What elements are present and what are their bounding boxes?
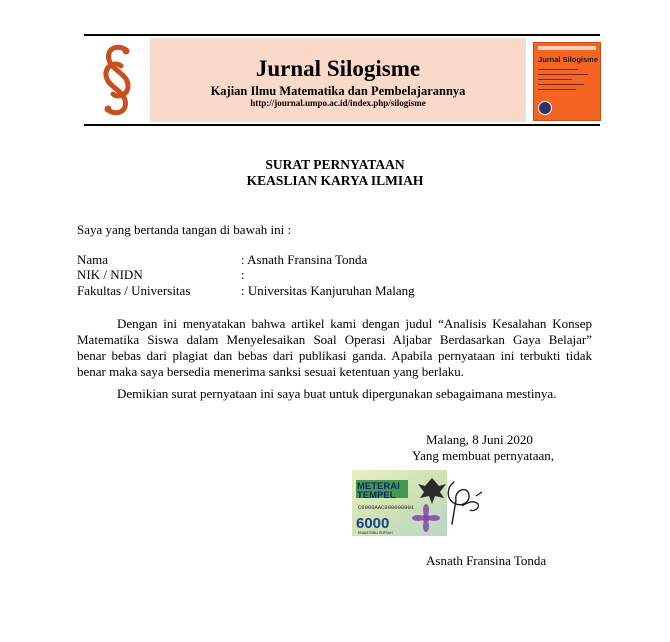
field-value-nik: :	[241, 267, 245, 282]
stamp-serial: C0000AAC000000001	[358, 504, 415, 511]
statement-paragraph	[77, 316, 592, 380]
cover-seal-icon	[538, 101, 552, 115]
field-label-name: Nama	[77, 252, 109, 267]
statement-line: Matematika Siswa dalam Menyelesaikan Soal Operasi Aljabar Berdasarkan Gaya Belajar”	[77, 332, 592, 347]
cover-line	[538, 79, 572, 80]
cover-line	[538, 89, 576, 90]
journal-url[interactable]: http://journal.umpo.ac.id/index.php/silogisme	[250, 98, 426, 108]
stamp-line2: TEMPEL	[357, 490, 396, 501]
letter-subtitle: KEASLIAN KARYA ILMIAH	[246, 173, 424, 188]
section-sign-logo	[92, 40, 142, 120]
statement-line: benar maka saya bersedia menerima sanksi sesuai ketentuan yang berlaku.	[77, 364, 464, 379]
field-value-faculty: : Universitas Kanjuruhan Malang	[241, 283, 415, 298]
signer-name: Asnath Fransina Tonda	[426, 553, 547, 568]
field-label-faculty: Fakultas / Universitas	[77, 283, 191, 298]
statement-line: Dengan ini menyatakan bahwa artikel kami dengan judul “Analisis Kesalahan Konsep	[117, 316, 592, 331]
letter-title: SURAT PERNYATAAN	[265, 157, 405, 172]
stamp-line1: METERAI	[357, 481, 400, 492]
field-label-nik: NIK / NIDN	[77, 267, 143, 282]
journal-title: Jurnal Silogisme	[255, 56, 421, 81]
header-top-rule	[84, 34, 600, 36]
field-value-name: : Asnath Fransina Tonda	[241, 252, 368, 267]
header-bottom-rule	[84, 124, 600, 126]
closing-text: Demikian surat pernyataan ini saya buat untuk dipergunakan sebagaimana mestinya.	[117, 386, 557, 401]
stamp-value: 6000	[356, 515, 390, 532]
cover-line	[538, 84, 584, 85]
signer-role: Yang membuat pernyataan,	[412, 448, 555, 463]
cover-strip	[538, 46, 596, 50]
intro-text: Saya yang bertanda tangan di bawah ini :	[77, 222, 292, 237]
journal-cover-thumbnail	[533, 42, 601, 121]
place-date: Malang, 8 Juni 2020	[426, 432, 533, 447]
stamp-value-words: ENAM RIBU RUPIAH	[358, 531, 393, 535]
statement-line: benar bebas dari plagiat dan bebas dari publikasi ganda. Apabila pernyataan ini terbukti tidak	[77, 348, 592, 363]
cover-line	[538, 74, 588, 75]
cover-line	[538, 69, 578, 70]
journal-subtitle: Kajian Ilmu Matematika dan Pembelajarannya	[210, 84, 466, 98]
cover-title: Jurnal Silogisme	[538, 55, 599, 64]
handwritten-signature	[440, 478, 484, 528]
meterai-stamp	[352, 470, 447, 536]
